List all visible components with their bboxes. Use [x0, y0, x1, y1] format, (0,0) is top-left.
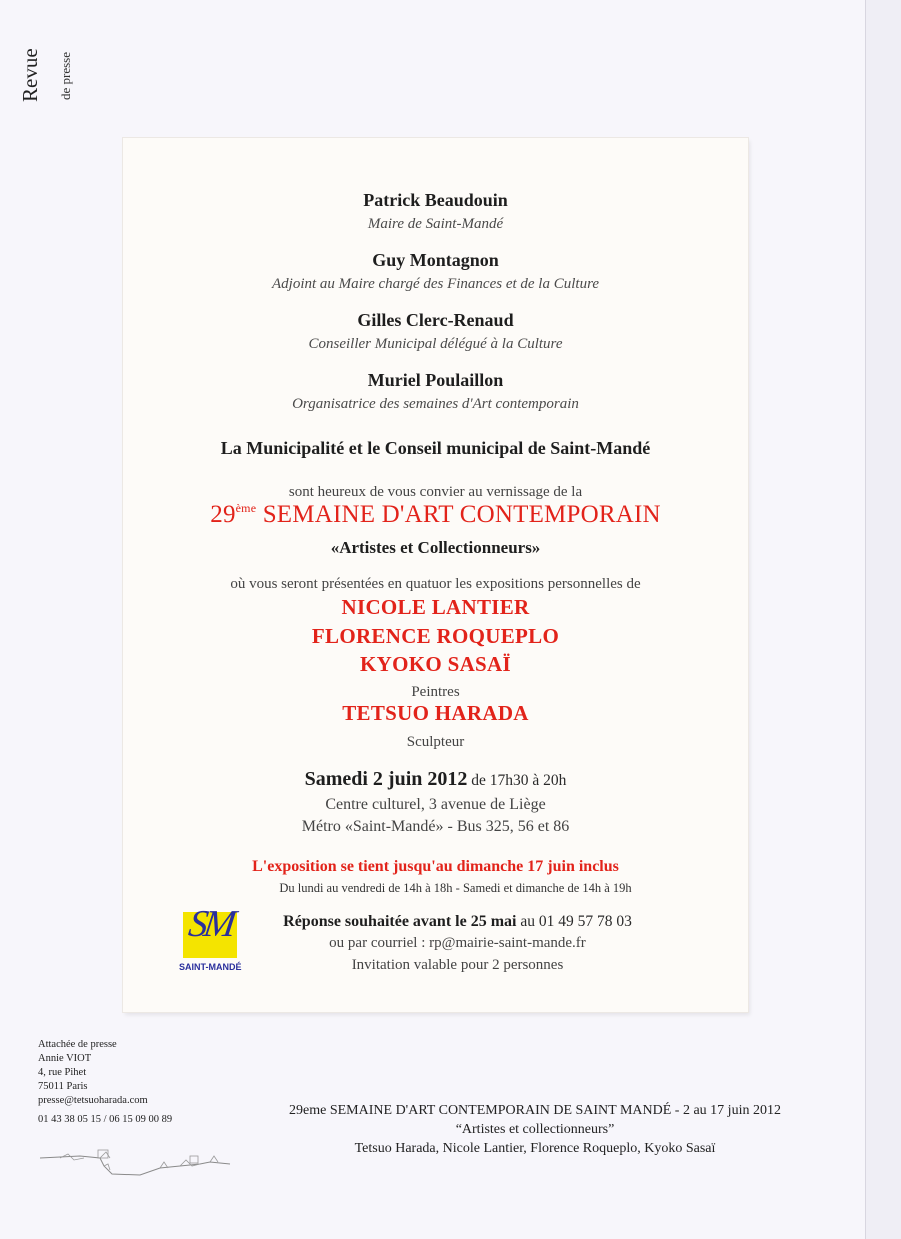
painter-3: KYOKO SASAÏ — [360, 652, 511, 676]
painter-1: NICOLE LANTIER — [341, 595, 530, 619]
event-time: de 17h30 à 20h — [471, 772, 567, 789]
rsvp-bold: Réponse souhaitée avant le 25 mai — [283, 913, 517, 930]
contact-street: 4, rue Pihet — [38, 1067, 87, 1078]
invite-line: sont heureux de vous convier au vernissage de la — [288, 484, 583, 500]
de-presse-text: de presse — [58, 51, 73, 100]
opening-hours: Du lundi au vendredi de 14h à 18h - Samedi et dimanche de 14h à 19h — [279, 881, 632, 895]
event-title-text: SEMAINE D'ART CONTEMPORAIN — [262, 501, 661, 528]
host-name-3: Gilles Clerc-Renaud — [357, 310, 514, 330]
venue: Centre culturel, 3 avenue de Liège — [325, 796, 546, 813]
press-contact — [38, 1038, 172, 1127]
host-name-1: Patrick Beaudouin — [363, 190, 508, 210]
host-role-1: Maire de Saint-Mandé — [367, 216, 504, 232]
logo-caption: SAINT-MANDÉ — [179, 962, 242, 972]
logo-letters: SM — [186, 903, 235, 945]
municipality-line: La Municipalité et le Conseil municipal de Saint-Mandé — [220, 438, 651, 458]
host-role-3: Conseiller Municipal délégué à la Culture — [308, 336, 563, 352]
invitation-card — [123, 138, 748, 1012]
transport: Métro «Saint-Mandé» - Bus 325, 56 et 86 — [301, 818, 570, 835]
rsvp-line — [145, 913, 770, 931]
edition-suffix: ème — [235, 501, 257, 515]
event-title — [123, 501, 748, 529]
revue-de-presse-label — [8, 36, 82, 114]
sculptor-label: Sculpteur — [406, 734, 465, 750]
sculptor-name: TETSUO HARADA — [342, 701, 529, 725]
revue-text: Revue — [18, 48, 42, 102]
footer-line-3: Tetsuo Harada, Nicole Lantier, Florence Roqueplo, Kyoko Sasaï — [354, 1141, 716, 1156]
rsvp-mail: ou par courriel : rp@mairie-saint-mande.fr — [329, 935, 586, 951]
host-role-2: Adjoint au Maire chargé des Finances et de la Culture — [271, 276, 600, 292]
sculpture-sketch-icon — [40, 1144, 240, 1180]
contact-title: Attachée de presse — [38, 1039, 117, 1050]
contact-name: Annie VIOT — [38, 1053, 92, 1064]
press-footer — [245, 1101, 825, 1158]
intro-line: où vous seront présentées en quatuor les expositions personnelles de — [230, 576, 641, 592]
event-subtitle: «Artistes et Collectionneurs» — [330, 538, 541, 557]
event-date — [123, 768, 748, 791]
host-role-4: Organisatrice des semaines d'Art contemporain — [292, 396, 579, 412]
painter-2: FLORENCE ROQUEPLO — [311, 624, 560, 648]
rsvp-phone: au 01 49 57 78 03 — [520, 913, 632, 930]
painters-label: Peintres — [411, 684, 460, 700]
contact-email: presse@tetsuoharada.com — [38, 1095, 148, 1106]
exhibition-end: L'exposition se tient jusqu'au dimanche 17 juin inclus — [252, 858, 619, 875]
host-name-4: Muriel Poulaillon — [367, 370, 504, 390]
edition-number: 29 — [210, 501, 236, 528]
host-name-2: Guy Montagnon — [372, 250, 499, 270]
footer-line-2: “Artistes et collectionneurs” — [455, 1122, 615, 1137]
event-date-bold: Samedi 2 juin 2012 — [304, 768, 468, 790]
invitation-validity: Invitation valable pour 2 personnes — [351, 957, 564, 973]
footer-line-1: 29eme SEMAINE D'ART CONTEMPORAIN DE SAINT MANDÉ - 2 au 17 juin 2012 — [289, 1103, 781, 1118]
contact-phones: 01 43 38 05 15 / 06 15 09 00 89 — [38, 1114, 173, 1125]
contact-city: 75011 Paris — [38, 1081, 88, 1092]
